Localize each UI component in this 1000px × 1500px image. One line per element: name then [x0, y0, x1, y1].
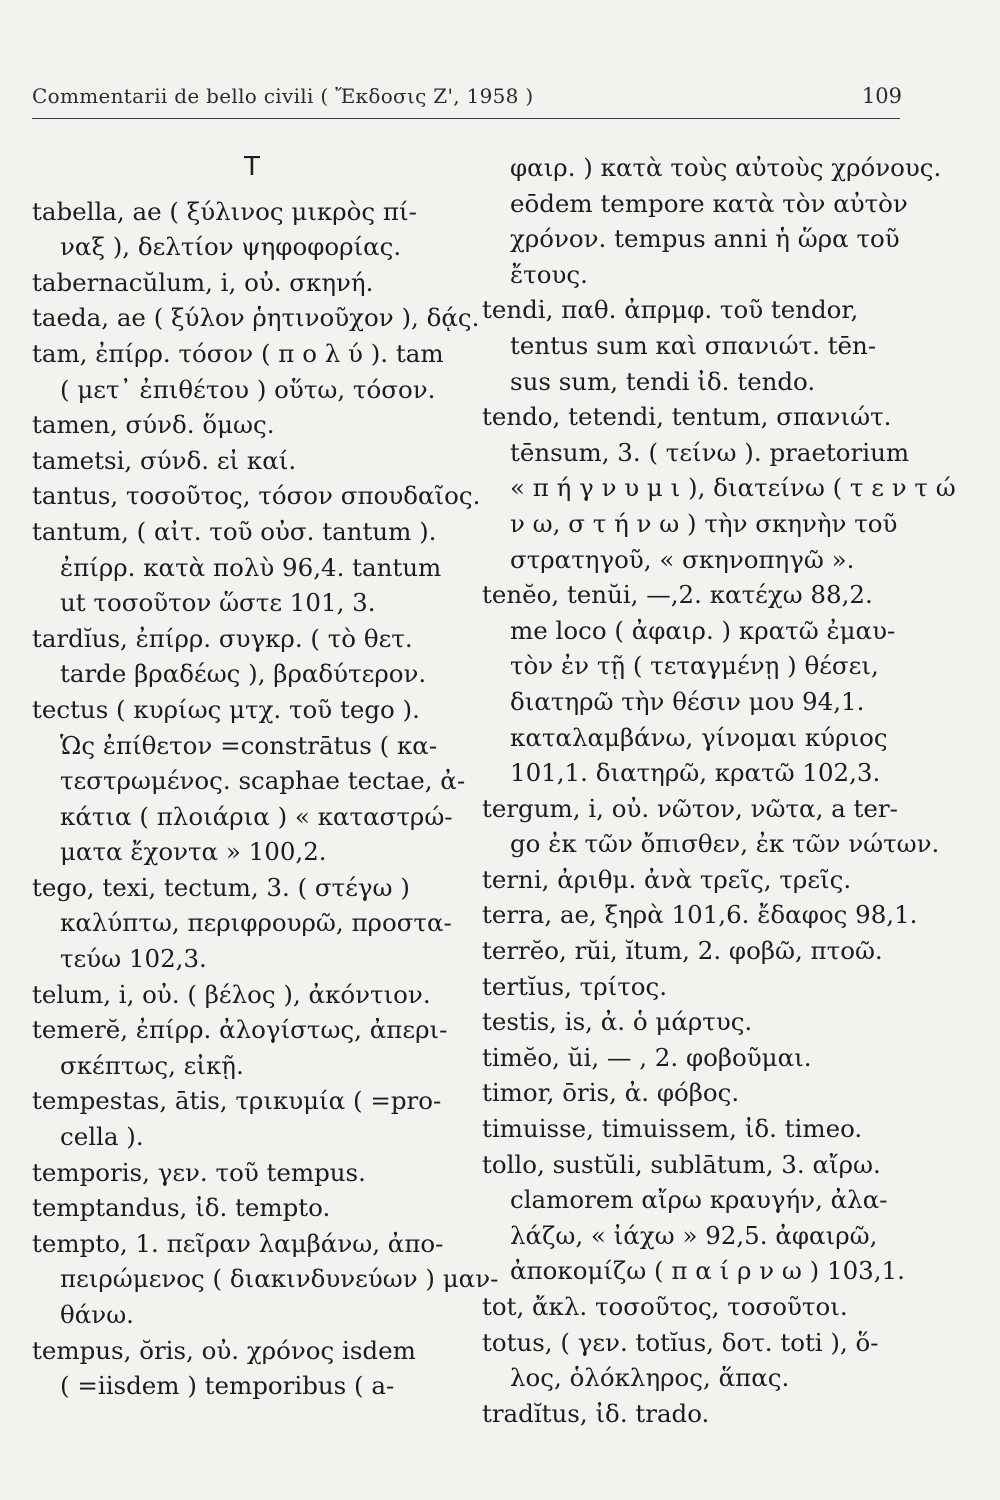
dictionary-line: taeda, ae ( ξύλον ῥητινοῦχον ), δᾴς. [32, 303, 480, 333]
dictionary-line: tēnsum, 3. ( τείνω ). praetorium [510, 437, 910, 467]
dictionary-line: tempus, ŏris, οὐ. χρόνος isdem [32, 1335, 416, 1365]
dictionary-line: tot, ἄκλ. τοσοῦτος, τοσοῦτοι. [482, 1292, 848, 1321]
dictionary-line: tergum, i, οὐ. νῶτον, νῶτα, a ter- [482, 793, 898, 823]
dictionary-line: tantum, ( αἰτ. τοῦ οὐσ. tantum ). [32, 516, 437, 546]
dictionary-line: totus, ( γεν. totĭus, δοτ. toti ), ὅ- [482, 1327, 879, 1357]
dictionary-line: tradĭtus, ἰδ. trado. [482, 1398, 710, 1428]
dictionary-line: tendi, παθ. ἀπρμφ. τοῦ tendor, [482, 295, 859, 325]
dictionary-line: tempestas, ātis, τρικυμία ( =pro- [32, 1086, 442, 1116]
dictionary-line: telum, i, οὐ. ( βέλος ), ἀκόντιον. [32, 979, 431, 1009]
left-column [32, 150, 499, 1404]
dictionary-line: tam, ἐπίρρ. τόσον ( π ο λ ύ ). tam [32, 338, 444, 368]
dictionary-line: tenĕo, tenŭi, —,2. κατέχω 88,2. [482, 580, 873, 610]
dictionary-line: καταλαμβάνω, γίνομαι κύριος [510, 722, 888, 752]
dictionary-line: tentus sum καὶ σπανιώτ. tēn- [510, 330, 877, 360]
dictionary-line: ( =iisdem ) temporibus ( a- [60, 1371, 395, 1401]
dictionary-line: ἔτους. [510, 259, 588, 289]
dictionary-line: λος, ὁλόκληρος, ἅπας. [510, 1363, 790, 1393]
dictionary-line: timĕo, ŭi, — , 2. φοβοῦμαι. [482, 1042, 812, 1072]
dictionary-line: tamen, σύνδ. ὅμως. [32, 410, 275, 440]
dictionary-line: terni, ἀριθμ. ἀνὰ τρεῖς, τρεῖς. [482, 864, 852, 894]
left-column-entries [32, 194, 499, 1404]
dictionary-line: στρατηγοῦ, « σκηνοπηγῶ ». [510, 544, 855, 574]
dictionary-line: tego, texi, tectum, 3. ( στέγω ) [32, 872, 410, 902]
dictionary-line: τεύω 102,3. [60, 944, 207, 974]
dictionary-line: temporis, γεν. τοῦ tempus. [32, 1157, 366, 1187]
dictionary-line: go ἐκ τῶν ὄπισθεν, ἐκ τῶν νώτων. [510, 829, 940, 859]
dictionary-line: timor, ōris, ἀ. φόβος. [482, 1078, 740, 1108]
right-column [482, 150, 956, 1431]
running-head: Commentarii de bello civili ( Ἔκδοσις Ζ', 1958 ) [32, 84, 534, 108]
dictionary-line: temerĕ, ἐπίρρ. ἀλογίστως, ἀπερι- [32, 1015, 448, 1045]
dictionary-line: χρόνον. tempus anni ἡ ὥρα τοῦ [510, 224, 900, 254]
dictionary-line: tantus, τοσοῦτος, τόσον σπουδαῖος. [32, 481, 481, 511]
dictionary-line: cella ). [60, 1122, 144, 1152]
dictionary-line: πειρώμενος ( διακινδυνεύων ) μαν- [60, 1264, 499, 1294]
dictionary-line: testis, is, ἀ. ὁ μάρτυς. [482, 1007, 753, 1037]
dictionary-line: tollo, sustŭli, sublātum, 3. αἴρω. [482, 1149, 881, 1179]
dictionary-line: κάτια ( πλοιάρια ) « καταστρώ- [60, 801, 453, 831]
dictionary-line: ματα ἔχοντα » 100,2. [60, 837, 327, 867]
section-letter: T [244, 152, 260, 182]
dictionary-line: « π ή γ ν υ μ ι ), διατείνω ( τ ε ν τ ώ [510, 473, 956, 503]
dictionary-line: λάζω, « ἰάχω » 92,5. ἀφαιρῶ, [510, 1220, 878, 1250]
dictionary-line: tardĭus, ἐπίρρ. συγκρ. ( τὸ θετ. [32, 623, 413, 653]
dictionary-line: tertĭus, τρίτος. [482, 971, 668, 1001]
dictionary-line: tabella, ae ( ξύλινος μικρὸς πί- [32, 196, 417, 226]
dictionary-line: temptandus, ἰδ. tempto. [32, 1193, 331, 1223]
dictionary-line: θάνω. [60, 1300, 134, 1329]
dictionary-line: eōdem tempore κατὰ τὸν αὐτὸν [510, 188, 908, 218]
dictionary-line: 101,1. διατηρῶ, κρατῶ 102,3. [510, 758, 881, 788]
header-rule [32, 118, 900, 119]
dictionary-line: tarde βραδέως ), βραδύτερον. [60, 659, 427, 689]
dictionary-line: ut τοσοῦτον ὥστε 101, 3. [60, 588, 376, 618]
dictionary-line: tempto, 1. πεῖραν λαμβάνω, ἀπο- [32, 1228, 444, 1258]
dictionary-line: tectus ( κυρίως μτχ. τοῦ tego ). [32, 694, 420, 724]
dictionary-line: ἀποκομίζω ( π α ί ρ ν ω ) 103,1. [510, 1256, 905, 1286]
dictionary-line: διατηρῶ τὴν θέσιν μου 94,1. [510, 686, 865, 716]
dictionary-line: terrĕo, rŭi, ĭtum, 2. φοβῶ, πτοῶ. [482, 936, 883, 966]
dictionary-line: clamorem αἴρω κραυγήν, ἀλα- [510, 1185, 888, 1215]
dictionary-line: σκέπτως, εἰκῇ. [60, 1050, 244, 1080]
right-column-entries [482, 150, 956, 1431]
dictionary-line: tendo, tetendi, tentum, σπανιώτ. [482, 402, 892, 432]
dictionary-line: τὸν ἐν τῇ ( τεταγμένῃ ) θέσει, [510, 651, 879, 681]
dictionary-line: τεστρωμένος. scaphae tectae, ἀ- [60, 766, 466, 796]
page-number: 109 [861, 84, 902, 108]
dictionary-line: terra, ae, ξηρὰ 101,6. ἔδαφος 98,1. [482, 900, 918, 930]
dictionary-line: καλύπτω, περιφρουρῶ, προστα- [60, 908, 452, 938]
dictionary-line: ἐπίρρ. κατὰ πολὺ 96,4. tantum [60, 552, 442, 582]
dictionary-line: tabernacŭlum, i, οὐ. σκηνή. [32, 267, 374, 297]
dictionary-line: φαιρ. ) κατὰ τοὺς αὐτοὺς χρόνους. [510, 153, 942, 182]
dictionary-line: tametsi, σύνδ. εἰ καί. [32, 445, 297, 475]
dictionary-line: timuisse, timuissem, ἰδ. timeo. [482, 1114, 863, 1144]
dictionary-line: me loco ( ἀφαιρ. ) κρατῶ ἐμαυ- [510, 615, 896, 645]
dictionary-line: Ὡς ἐπίθετον =constrātus ( κα- [60, 730, 438, 760]
dictionary-line: ν ω, σ τ ή ν ω ) τὴν σκηνὴν τοῦ [510, 508, 898, 538]
dictionary-line: ( μετ᾽ ἐπιθέτου ) οὕτω, τόσον. [60, 374, 436, 404]
dictionary-line: sus sum, tendi ἰδ. tendo. [510, 366, 816, 396]
dictionary-line: ναξ ), δελτίον ψηφοφορίας. [60, 232, 402, 262]
